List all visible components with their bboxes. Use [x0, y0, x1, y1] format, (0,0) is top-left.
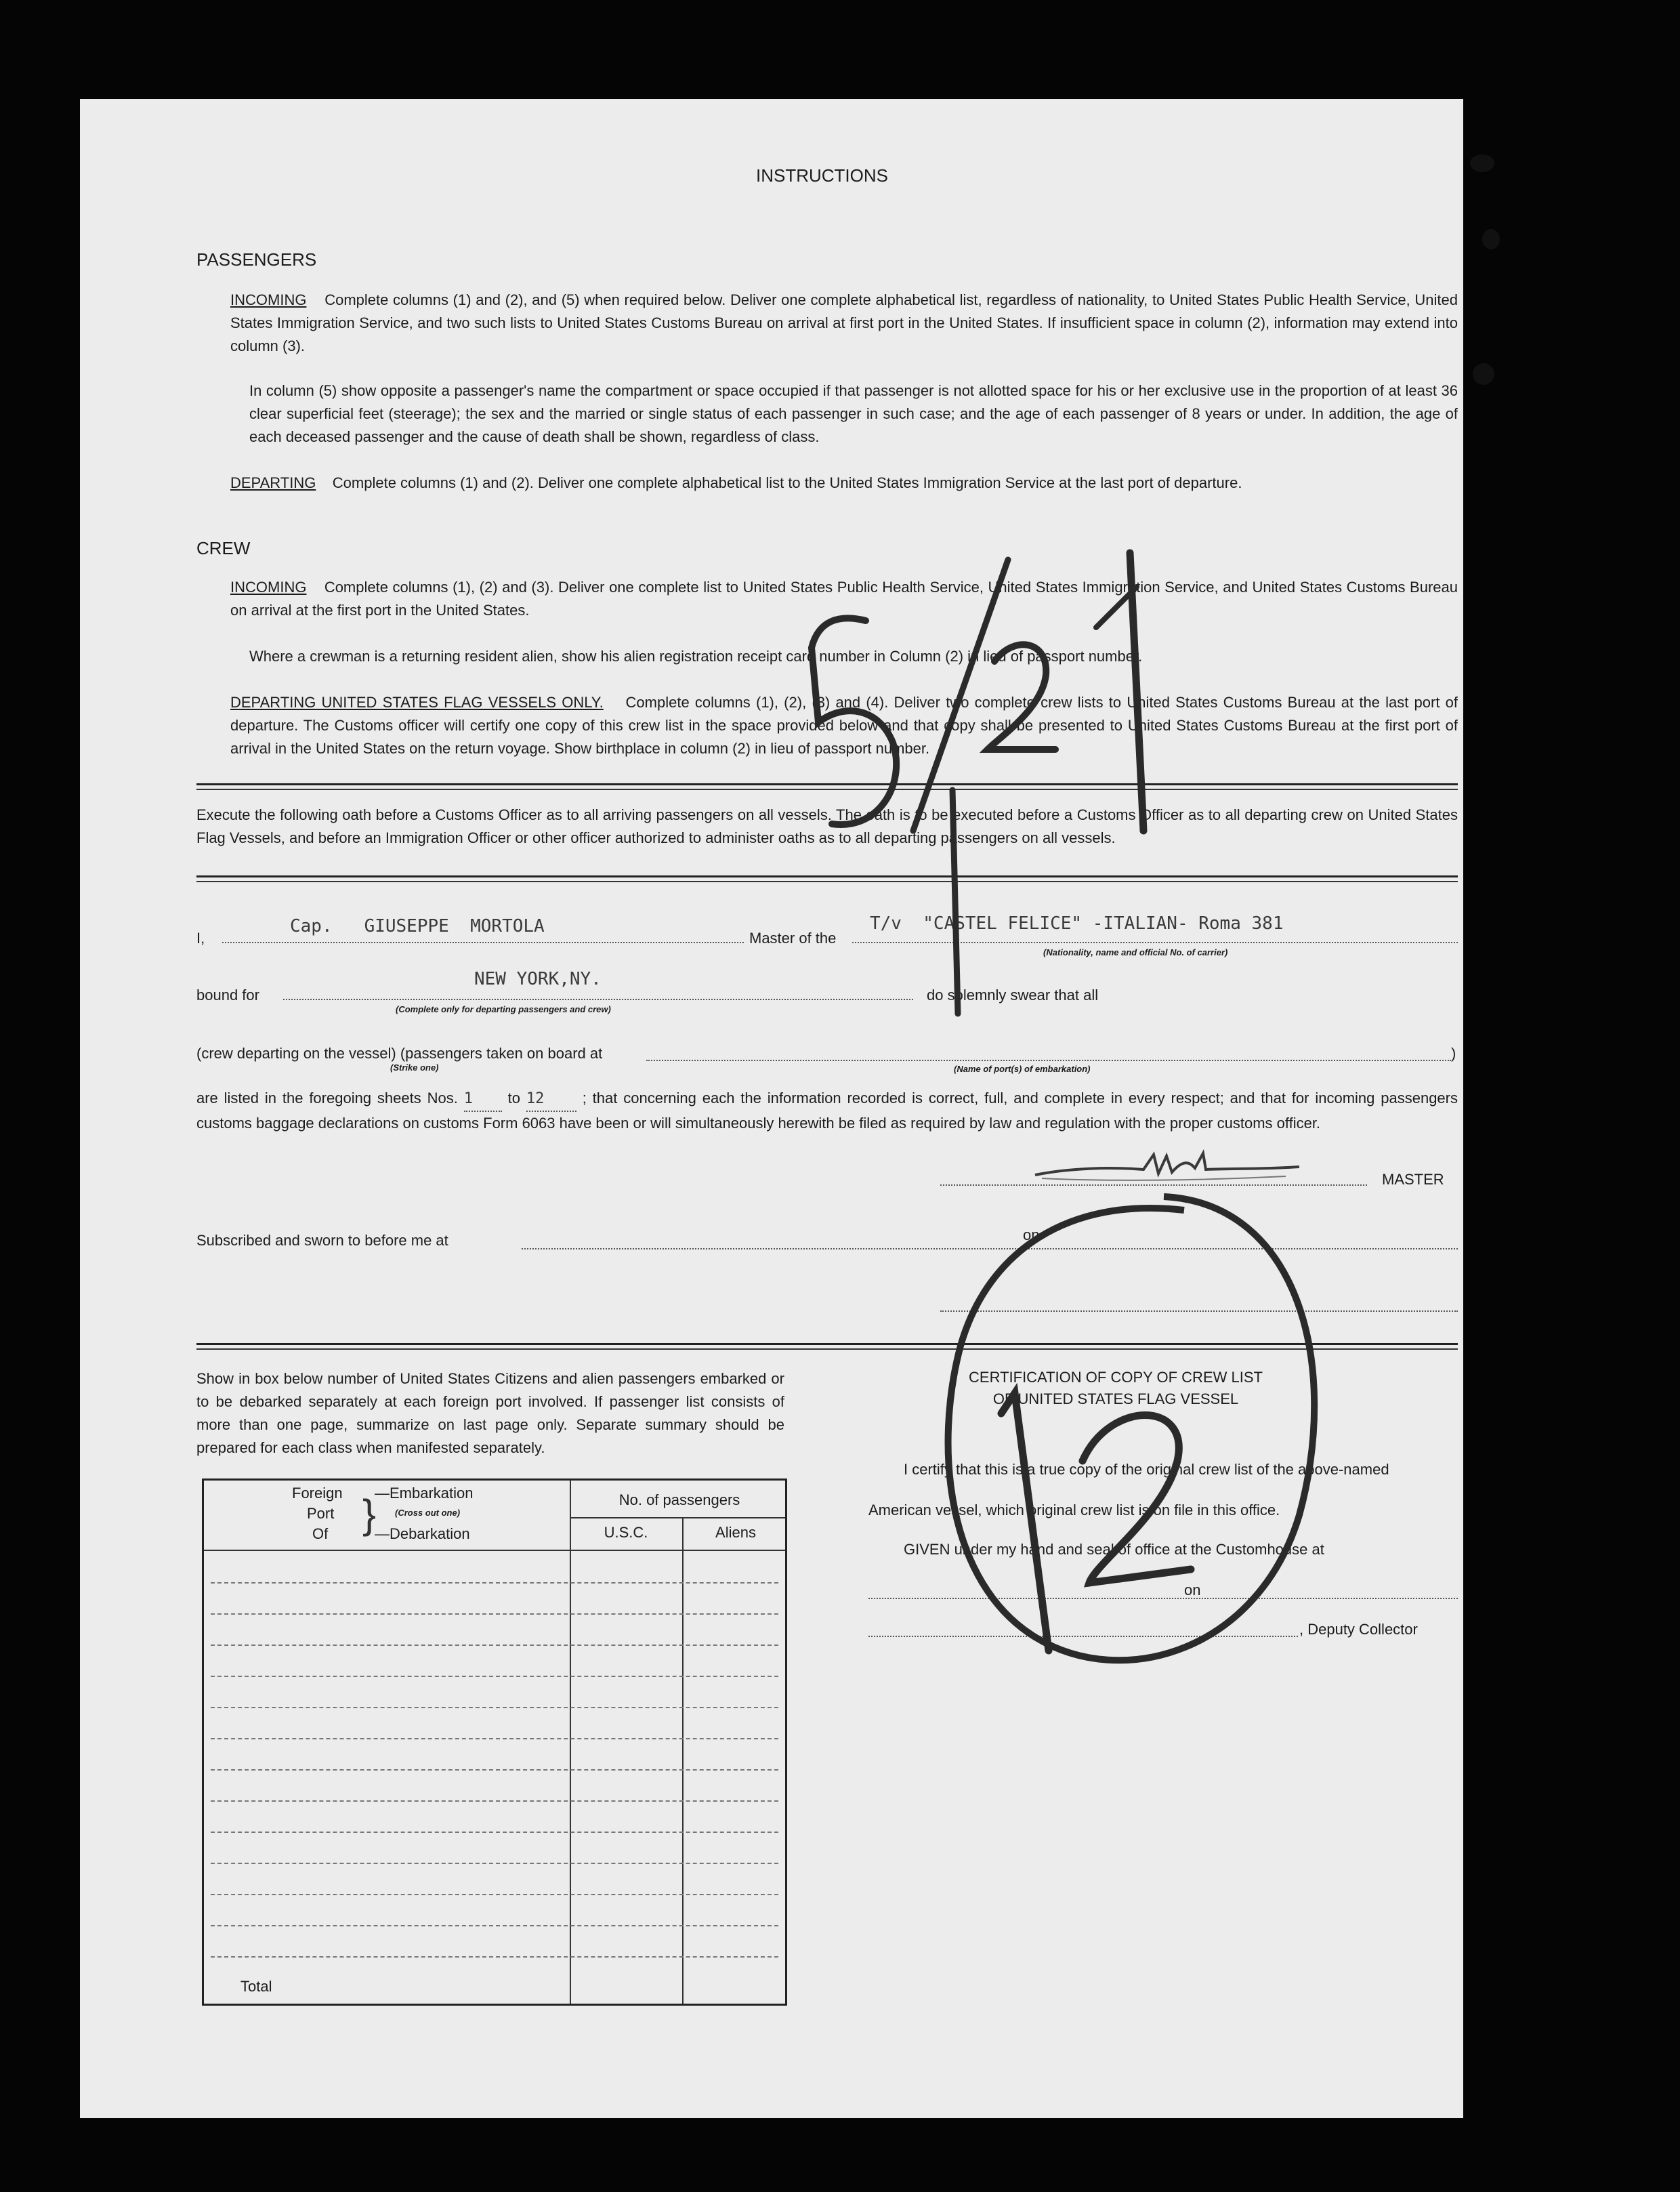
aliens-header: Aliens	[715, 1524, 756, 1541]
given-line: GIVEN under my hand and seal of office at the Customhouse at	[904, 1541, 1324, 1558]
certification-on-label: on	[1184, 1581, 1201, 1598]
crew-resident-text: Where a crewman is a returning resident alien, show his alien registration receipt card number in Column (2) in lieu of passport number.	[249, 648, 1143, 665]
usc-header: U.S.C.	[604, 1524, 648, 1541]
listed-prefix: are listed in the foregoing sheets Nos.	[196, 1090, 458, 1107]
page-title: INSTRUCTIONS	[756, 165, 888, 186]
certification-title-2: OF UNITED STATES FLAG VESSEL	[992, 1390, 1239, 1407]
bound-value: NEW YORK,NY.	[474, 969, 602, 989]
crew-departing-label: DEPARTING UNITED STATES FLAG VESSELS ONLY.	[230, 694, 604, 711]
table-row[interactable]	[211, 1707, 778, 1708]
table-row[interactable]	[211, 1582, 778, 1584]
crew-incoming-text: Complete columns (1), (2) and (3). Deliver one complete list to United States Public Health Service, United States Immigration Service, and United States Customs Bureau on arrival at the first port in the United States.	[230, 579, 1458, 619]
bound-caption: (Complete only for departing passengers and crew)	[396, 1004, 611, 1014]
passengers-departing-text: Complete columns (1) and (2). Deliver one complete alphabetical list to the United States Immigration Service at the last port of departure.	[332, 474, 1242, 491]
table-row[interactable]	[211, 1676, 778, 1677]
deputy-collector-label: , Deputy Collector	[1299, 1621, 1418, 1638]
certify-line-1: I certify that this is a true copy of the original crew list of the above-named	[904, 1461, 1389, 1478]
cross-out-caption: (Cross out one)	[395, 1508, 461, 1518]
passengers-column5-text: In column (5) show opposite a passenger's name the compartment or space occupied if that passenger is not allotted space for his or her exclusive use in the proportion of at least 36 clear superficial feet (steerage); the sex and the married or single status of each passenger in such case; and the age of each passenger of 8 years or under. In addition, the age of each deceased passenger and the cause of death shall be shown, regardless of class.	[249, 382, 1458, 445]
sheet-from-field[interactable]	[464, 1087, 502, 1112]
table-row[interactable]	[211, 1645, 778, 1646]
close-paren: )	[1451, 1045, 1456, 1062]
table-row[interactable]	[211, 1956, 778, 1958]
sheet-to-field[interactable]	[526, 1087, 576, 1112]
passengers-heading: PASSENGERS	[196, 249, 317, 270]
table-row[interactable]	[211, 1769, 778, 1771]
listed-statement	[196, 1087, 1458, 1135]
certification-title-1: CERTIFICATION OF COPY OF CREW LIST	[969, 1369, 1263, 1386]
table-header-rule	[570, 1517, 785, 1518]
binder-hole	[1470, 154, 1494, 172]
form-page	[80, 99, 1463, 2118]
table-row[interactable]	[211, 1925, 778, 1926]
binder-hole	[1473, 363, 1494, 385]
bound-label: bound for	[196, 987, 259, 1004]
total-label: Total	[240, 1978, 272, 1995]
subscribed-label: Subscribed and sworn to before me at	[196, 1232, 448, 1249]
embarkation-ports-field[interactable]	[646, 1042, 1451, 1061]
pencil-circled-12	[920, 1176, 1353, 1786]
to-label: to	[507, 1090, 520, 1107]
summary-instructions: Show in box below number of United States Citizens and alien passengers embarked or to be debarked separately at each foreign port involved. If passenger list consists of more than one page, summarize on last page only. Separate summary should be prepared for each class when manifested separately.	[196, 1370, 784, 1456]
table-row[interactable]	[211, 1894, 778, 1895]
table-row[interactable]	[211, 1738, 778, 1739]
passengers-incoming-label: INCOMING	[230, 291, 307, 308]
vessel-caption: (Nationality, name and official No. of carrier)	[1043, 947, 1228, 957]
crew-heading: CREW	[196, 538, 251, 558]
master-name-value: Cap. GIUSEPPE MORTOLA	[290, 916, 545, 936]
ports-caption: (Name of port(s) of embarkation)	[954, 1064, 1091, 1074]
embarkation-label: —Embarkation	[375, 1485, 474, 1502]
passengers-incoming-text: Complete columns (1) and (2), and (5) when required below. Deliver one complete alphabetical list, regardless of nationality, to United States Public Health Service, United States Immigration Service, and two such lists to United States Customs Bureau on arrival at first port in the United States. If insufficient space in column (2), information may extend into column (3).	[230, 291, 1458, 354]
no-passengers-header: No. of passengers	[618, 1491, 740, 1508]
pencil-annotation-5-12-1	[778, 546, 1211, 1020]
table-row[interactable]	[211, 1863, 778, 1864]
master-name-field[interactable]	[222, 916, 744, 943]
oath-i-label: I,	[196, 930, 205, 947]
port-label-port: Port	[307, 1505, 335, 1522]
vessel-value: T/v "CASTEL FELICE" -ITALIAN- Roma 381	[870, 913, 1284, 934]
binder-hole	[1482, 229, 1500, 249]
subscribed-on-label: on	[1023, 1226, 1040, 1243]
table-row[interactable]	[211, 1800, 778, 1802]
port-label-foreign: Foreign	[292, 1485, 343, 1502]
crew-passengers-label: (crew departing on the vessel) (passengers taken on board at	[196, 1045, 603, 1062]
master-of-label: Master of the	[749, 930, 837, 947]
sheet-from-value: 1	[463, 1090, 473, 1107]
table-header-rule	[204, 1550, 785, 1551]
debarkation-label: —Debarkation	[375, 1525, 470, 1542]
oath-intro: Execute the following oath before a Customs Officer as to all arriving passengers on all vessels. The oath is to be executed before a Customs Officer as to all departing crew on United States Flag Vessels, and before an Immigration Officer or other officer authorized to administer oaths as to all departing passengers on all vessels.	[196, 806, 1458, 846]
crew-incoming-label: INCOMING	[230, 579, 307, 596]
port-label-of: Of	[312, 1525, 329, 1542]
strike-caption: (Strike one)	[390, 1062, 439, 1073]
passenger-summary-table	[202, 1478, 787, 2006]
table-divider	[682, 1517, 684, 2004]
swear-label: do solemnly swear that all	[927, 987, 1099, 1004]
listed-suffix: ; that concerning each the information recorded is correct, full, and complete in every respect; and that for incoming passengers customs baggage declarations on customs Form 6063 have been or will simultaneously herewith be filed as required by law and regulation with the proper customs officer.	[196, 1090, 1458, 1132]
certify-line-2: American vessel, which original crew list is on file in this office.	[868, 1502, 1280, 1518]
port-brace: }	[362, 1491, 377, 1537]
sheet-to-value: 12	[526, 1090, 545, 1107]
crew-departing-text: Complete columns (1), (2), (3) and (4). Deliver two complete crew lists to United States Customs Bureau at the last port of departure. The Customs officer will certify one copy of this crew list in the space provided below and that copy shall be presented to United States Customs Bureau at the first port of arrival in the United States on the return voyage. Show birthplace in column (2) in lieu of passport number.	[230, 694, 1458, 757]
table-row[interactable]	[211, 1613, 778, 1615]
passengers-incoming-block	[230, 289, 1458, 358]
master-label: MASTER	[1382, 1171, 1444, 1188]
passengers-departing-block	[230, 472, 1458, 495]
table-row[interactable]	[211, 1832, 778, 1833]
passengers-departing-label: DEPARTING	[230, 474, 316, 491]
